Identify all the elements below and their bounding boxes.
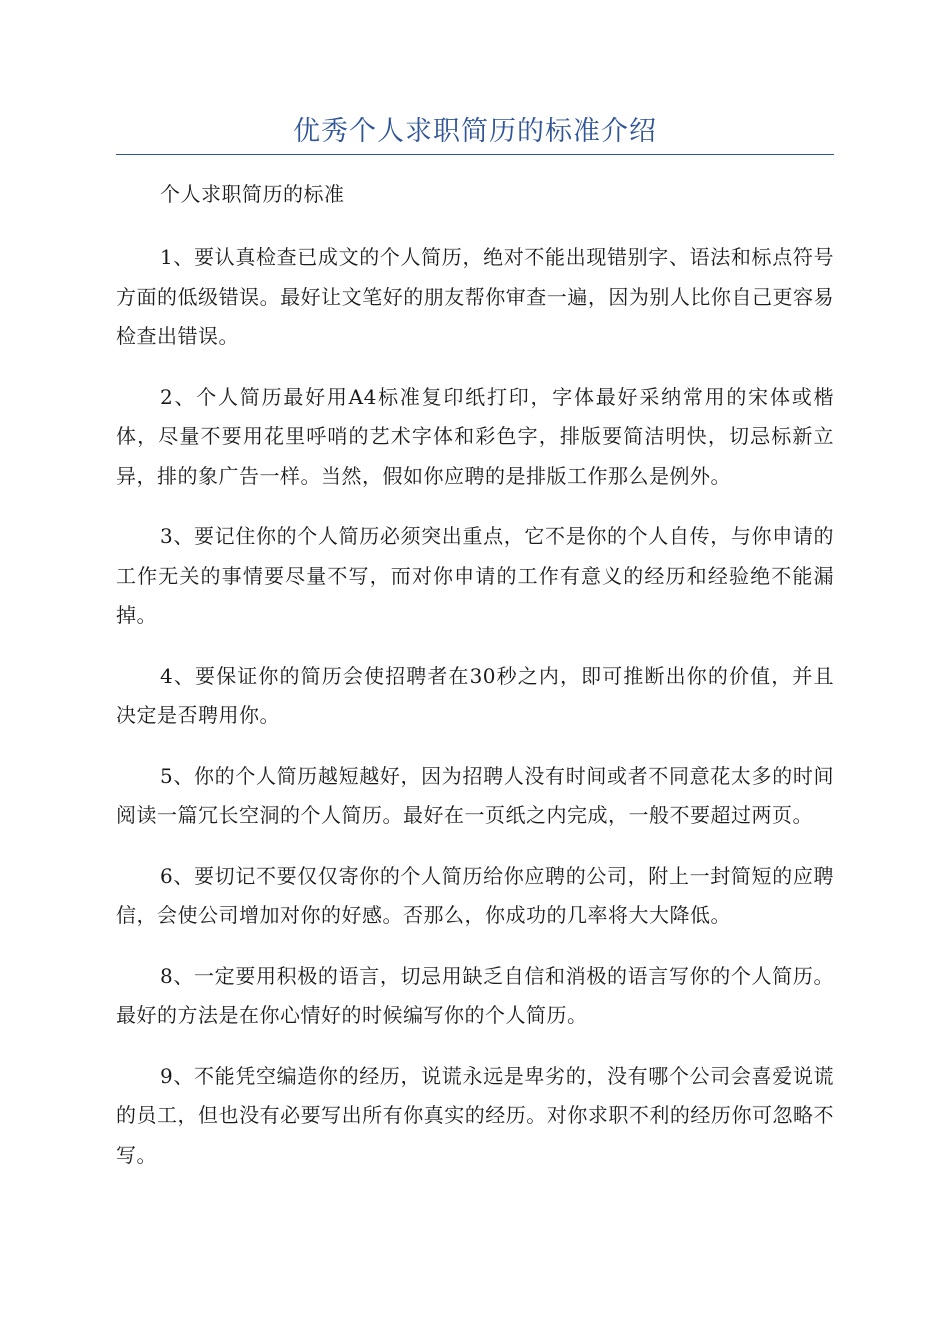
paragraph: 3、要记住你的个人简历必须突出重点，它不是你的个人自传，与你申请的工作无关的事情要尽量不写，而对你申请的工作有意义的经历和经验绝不能漏掉。 <box>116 524 834 627</box>
paragraph: 9、不能凭空编造你的经历，说谎永远是卑劣的，没有哪个公司会喜爱说谎的员工，但也没有必要写出所有你真实的经历。对你求职不利的经历你可忽略不写。 <box>116 1063 834 1167</box>
document-body <box>116 172 834 1196</box>
paragraph: 6、要切记不要仅仅寄你的个人简历给你应聘的公司，附上一封简短的应聘信，会使公司增加对你的好感。否那么，你成功的几率将大大降低。 <box>116 863 834 927</box>
document-title: 优秀个人求职简历的标准介绍 <box>293 116 657 147</box>
paragraph: 2、个人简历最好用A4标准复印纸打印，字体最好采纳常用的宋体或楷体，尽量不要用花里呼哨的艺术字体和彩色字，排版要简洁明快，切忌标新立异，排的象广告一样。当然，假如你应聘的是排版工作那么是例外。 <box>116 384 834 488</box>
paragraph: 1、要认真检查已成文的个人简历，绝对不能出现错别字、语法和标点符号方面的低级错误。最好让文笔好的朋友帮你审查一遍，因为别人比你自己更容易检查出错误。 <box>116 245 834 348</box>
title-underline <box>116 154 834 155</box>
paragraph: 5、你的个人简历越短越好，因为招聘人没有时间或者不同意花太多的时间阅读一篇冗长空洞的个人简历。最好在一页纸之内完成，一般不要超过两页。 <box>116 763 834 827</box>
paragraph: 4、要保证你的简历会使招聘者在30秒之内，即可推断出你的价值，并且决定是否聘用你。 <box>116 663 834 727</box>
paragraph: 8、一定要用积极的语言，切忌用缺乏自信和消极的语言写你的个人简历。最好的方法是在你心情好的时候编写你的个人简历。 <box>116 963 834 1027</box>
section-heading: 个人求职简历的标准 <box>160 182 345 206</box>
